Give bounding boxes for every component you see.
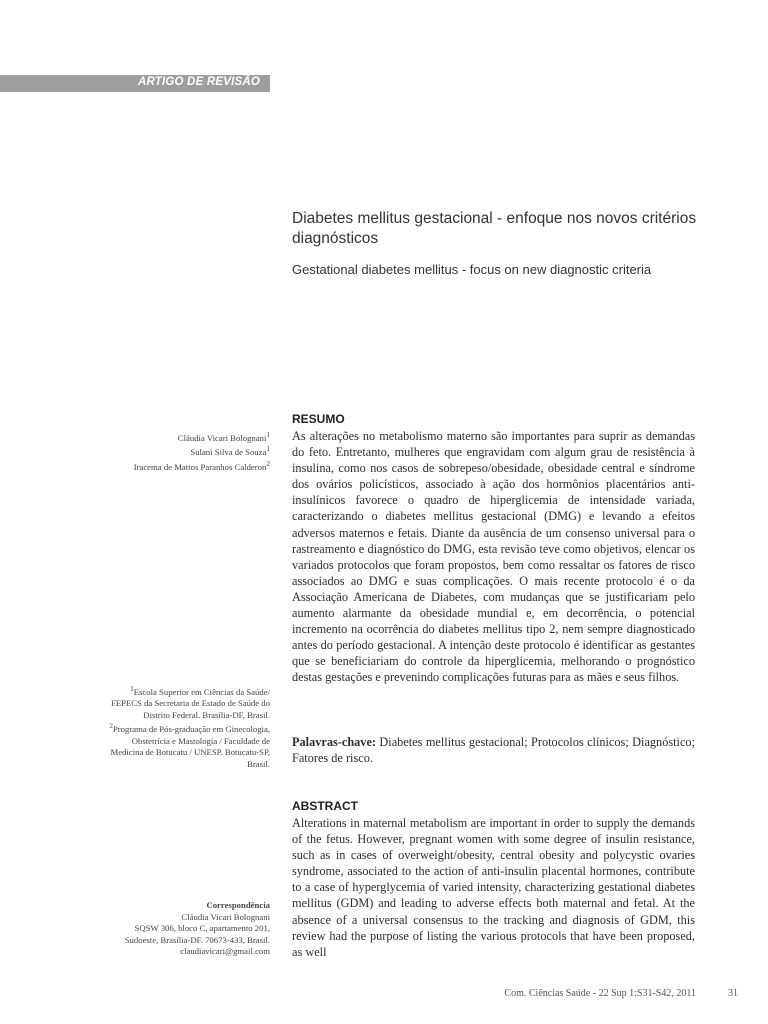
author-name: Sulani Silva de Souza$^1$ <box>190 445 270 458</box>
author-list <box>100 430 270 473</box>
abstract-text: Alterations in maternal metabolism are important in order to supply the demands of the fetus. However, pregnant women with some degree of insulin resistance, such as in cases of overweight/obesity, central obesity and polycystic ovaries syndrome, associated to the action of anti-insulin placental hormones, contribute to a case of hyperglycemia of varied intensity, characterizing gestational diabetes mellitus (GDM) and leading to adverse effects both maternal and fetal. At the absence of a universal consensus to the tracking and diagnosis of GDM, this review had the purpose of listing the various protocols that have been proposed, as well <box>292 816 695 959</box>
keywords-list: Diabetes mellitus gestacional; Protocolos clínicos; Diagnóstico; Fatores de risco. <box>292 735 695 766</box>
correspondence-address: SQSW 306, bloco C, apartamento 201, <box>134 923 270 933</box>
affiliation-2: $^2$Programa de Pós-graduação em Ginecologia, Obstetrícia e Mastologia / Faculdade de Medicina de Botucatu / UNESP. Botucatu-SP, Brasil. <box>109 722 270 769</box>
resumo-heading: RESUMO <box>292 412 345 426</box>
author-name: Iracema de Mattos Paranhos Calderon$^2$ <box>133 459 270 472</box>
keywords <box>292 734 695 766</box>
footer-citation: Com. Ciências Saúde - 22 Sup 1:S31-S42, 2011 <box>504 988 696 999</box>
abstract-heading: ABSTRACT <box>292 799 358 813</box>
affiliation-1: $^1$Escola Superior em Ciências da Saúde/ FEPECS da Secretaria de Estado de Saúde do Distrito Federal. Brasília-DF, Brasil. <box>111 685 270 720</box>
page-number: 31 <box>728 988 738 999</box>
correspondence-heading: Correspondência <box>206 900 270 910</box>
article-title: Diabetes mellitus gestacional - enfoque nos novos critérios diagnósticos <box>292 210 697 247</box>
keywords-label: Palavras-chave: <box>292 735 377 749</box>
resumo-text: As alterações no metabolismo materno são importantes para suprir as demandas do feto. Entretanto, mulheres que engravidam com algum grau de resistência à insulina, como nos casos de sobrepeso/obesidade, obesidade central e síndrome dos ovários policísticos, associado à ação dos hormônios placentários anti-insulínicos favorece o quadro de hiperglicemia de intensidade variada, caracterizando o diabetes mellitus gestacional (DMG) e levando a efeitos adversos maternos e fetais. Diante da ausência de um consenso universal para o rastreamento e diagnóstico do DMG, esta revisão teve como objetivos, elencar os variados protocolos que foram propostos, bem como ressaltar os fatores de risco associados ao DMG e suas complicações. O mais recente protocolo é o da Associação Americana de Diabetes, com mudanças que se justificariam pelo aumento alarmante da obesidade mundial e, em decorrência, o potencial incremento na ocorrência do diabetes mellitus tipo 2, nem sempre diagnosticado antes do período gestacional. A intenção deste protocolo é identificar as gestantes que se beneficiariam do controle da hiperglicemia, melhorando o prognóstico destas gestações e prevenindo complicações futuras para as mães e seus filhos. <box>292 429 695 685</box>
article-title-english: Gestational diabetes mellitus - focus on new diagnostic criteria <box>292 262 652 277</box>
correspondence-email: claudiavicari@gmail.com <box>180 946 270 956</box>
correspondence-name: Cláudia Vicari Bolognani <box>181 911 270 922</box>
section-label: ARTIGO DE REVISÃO <box>137 76 260 88</box>
correspondence-city: Sudoeste, Brasília-DF. 70673-433, Brasil. <box>124 934 270 945</box>
correspondence <box>100 900 270 958</box>
section-label-bar <box>0 75 270 92</box>
affiliations <box>100 684 270 770</box>
author-name: Cláudia Vicari Bolognani$^1$ <box>177 431 270 443</box>
